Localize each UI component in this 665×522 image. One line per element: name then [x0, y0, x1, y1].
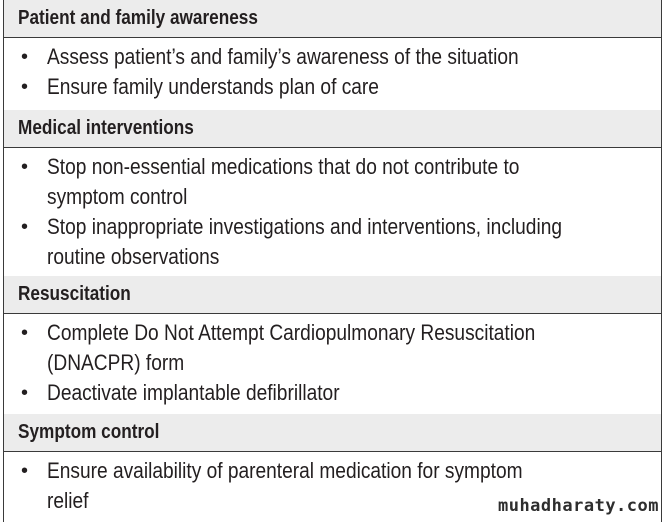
section-body-medical — [4, 148, 661, 276]
list-item — [4, 378, 661, 408]
item-text: Stop non-essential medications that do not contribute to symptom control — [47, 154, 520, 209]
list-item — [4, 212, 661, 272]
item-text: Ensure family understands plan of care — [47, 74, 379, 99]
item-text: Deactivate implantable defibrillator — [47, 380, 340, 405]
list-item — [4, 318, 661, 378]
section-body-awareness — [4, 38, 661, 110]
item-text: Assess patient’s and family’s awareness of the situation — [47, 44, 519, 69]
list-item — [4, 152, 661, 212]
section-heading-resuscitation: Resuscitation — [4, 276, 661, 314]
section-body-resuscitation — [4, 314, 661, 414]
bullet-icon: • — [21, 322, 29, 344]
item-text: Complete Do Not Attempt Cardiopulmonary Resuscitation (DNACPR) form — [47, 320, 536, 375]
list-item — [4, 42, 661, 72]
bullet-icon: • — [21, 382, 29, 404]
care-checklist-table — [3, 0, 662, 522]
item-text: Ensure availability of parenteral medication for symptom relief — [47, 458, 523, 513]
section-heading-medical: Medical interventions — [4, 110, 661, 148]
bullet-icon: • — [21, 46, 29, 68]
item-text: Stop inappropriate investigations and interventions, including routine observations — [47, 214, 562, 269]
section-heading-awareness: Patient and family awareness — [4, 0, 661, 38]
site-watermark: muhadharaty.com — [497, 496, 659, 516]
bullet-icon: • — [21, 156, 29, 178]
bullet-icon: • — [21, 216, 29, 238]
bullet-icon: • — [21, 76, 29, 98]
section-heading-symptom: Symptom control — [4, 414, 661, 452]
bullet-icon: • — [21, 460, 29, 482]
list-item — [4, 72, 661, 102]
